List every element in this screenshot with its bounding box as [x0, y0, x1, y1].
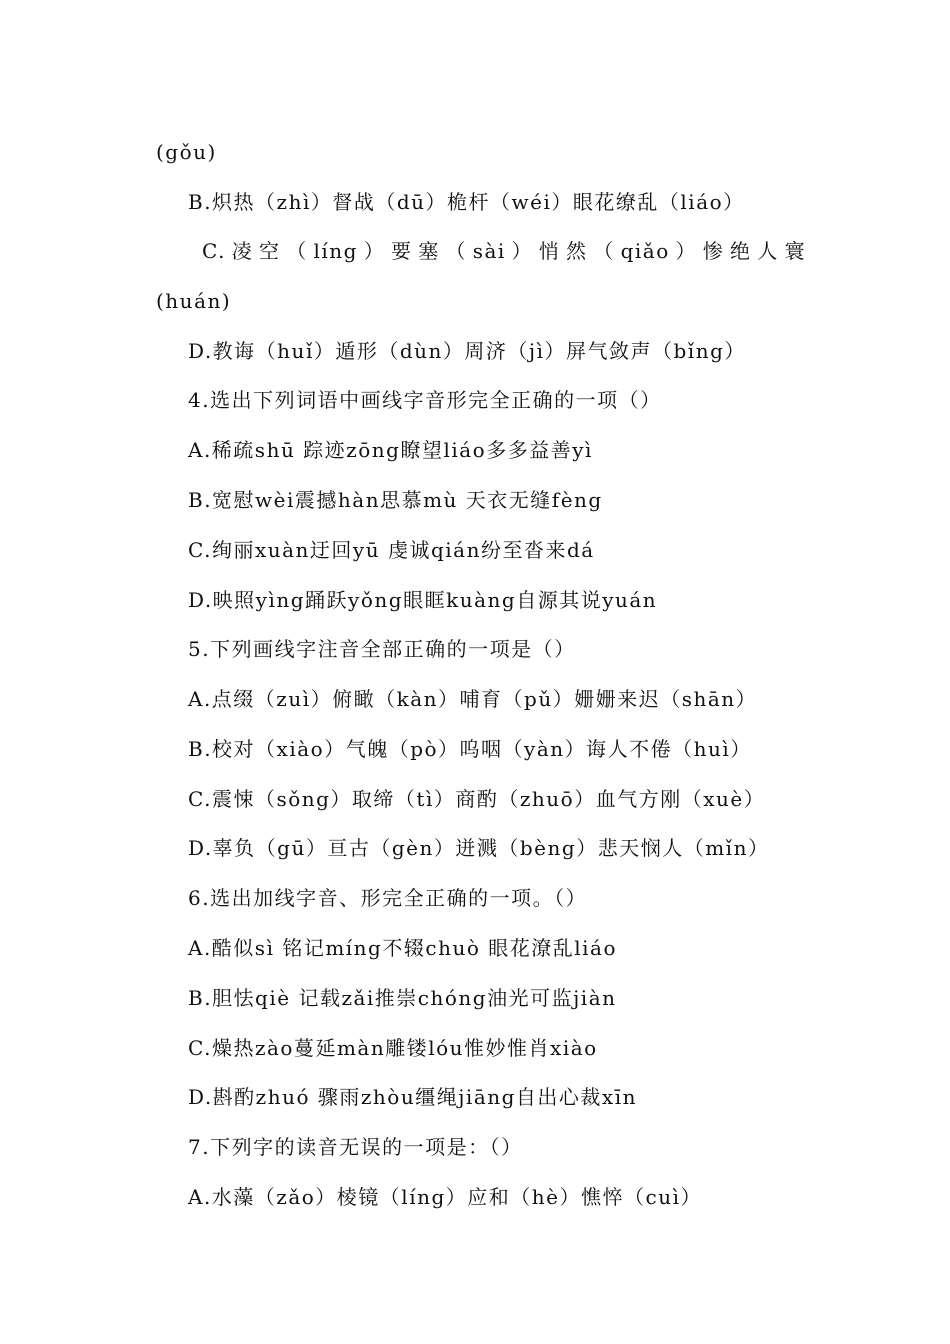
q7-option-a: A.水藻（zǎo）棱镜（líng）应和（hè）憔悴（cuì）	[188, 1185, 702, 1209]
option-b-line: B.炽热（zhì）督战（dū）桅杆（wéi）眼花缭乱（liáo）	[188, 190, 745, 214]
q6-option-d: D.斟酌zhuó 骤雨zhòu缰绳jiāng自出心裁xīn	[188, 1085, 637, 1109]
question-7: 7.下列字的读音无误的一项是：（）	[188, 1135, 523, 1159]
text-line-1: (gǒu)	[156, 140, 217, 164]
q4-option-a: A.稀疏shū 踪迹zōng瞭望liáo多多益善yì	[188, 438, 593, 462]
question-5: 5.下列画线字注音全部正确的一项是（）	[188, 637, 576, 661]
q5-option-a: A.点缀（zuì）俯瞰（kàn）哺育（pǔ）姗姗来迟（shān）	[188, 687, 758, 711]
option-c-line: C.凌空（líng）要塞（sài）悄然（qiǎo）惨绝人寰	[202, 239, 806, 263]
q4-option-b: B.宽慰wèi震撼hàn思慕mù 天衣无缝fèng	[188, 488, 603, 512]
text-line-continuation: (huán)	[156, 289, 232, 313]
question-6: 6.选出加线字音、形完全正确的一项。（）	[188, 886, 588, 910]
option-d-line: D.教诲（huǐ）遁形（dùn）周济（jì）屏气敛声（bǐng）	[188, 339, 746, 363]
q6-option-c: C.燥热zào蔓延màn雕镂lóu惟妙惟肖xiào	[188, 1036, 598, 1060]
q4-option-d: D.映照yìng踊跃yǒng眼眶kuàng自源其说yuán	[188, 588, 658, 612]
q6-option-a: A.酷似sì 铭记míng不辍chuò 眼花潦乱liáo	[188, 936, 617, 960]
question-4: 4.选出下列词语中画线字音形完全正确的一项（）	[188, 388, 662, 412]
q5-option-b: B.校对（xiào）气魄（pò）呜咽（yàn）诲人不倦（huì）	[188, 737, 752, 761]
q5-option-d: D.辜负（gū）亘古（gèn）迸溅（bèng）悲天悯人（mǐn）	[188, 836, 770, 860]
q5-option-c: C.震悚（sǒng）取缔（tì）商酌（zhuō）血气方刚（xuè）	[188, 787, 766, 811]
q4-option-c: C.绚丽xuàn迂回yū 虔诚qián纷至沓来dá	[188, 538, 595, 562]
q6-option-b: B.胆怯qiè 记载zǎi推崇chóng油光可监jiàn	[188, 986, 617, 1010]
